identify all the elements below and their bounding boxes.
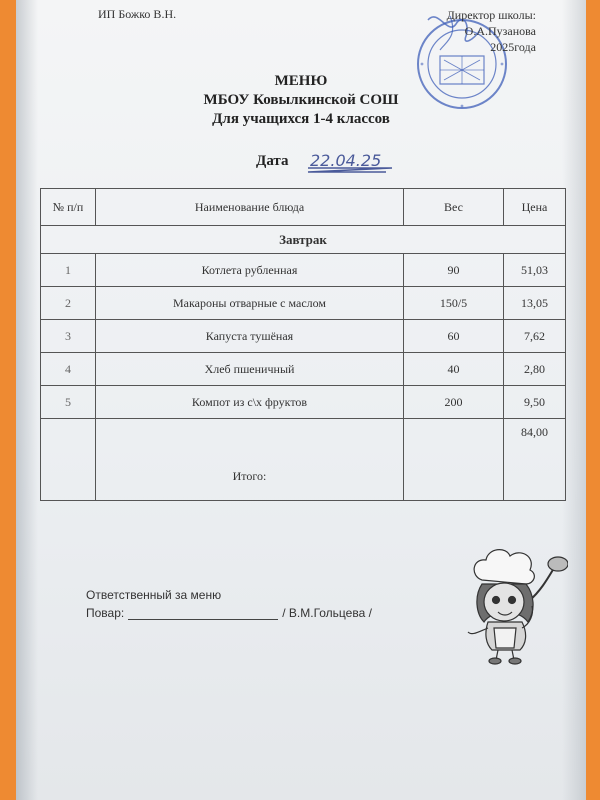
chef-girl-illustration-icon <box>448 540 568 665</box>
menu-table <box>40 188 566 501</box>
row-weight: 200 <box>404 386 504 419</box>
total-value: 84,00 <box>504 419 566 501</box>
row-name: Хлеб пшеничный <box>96 353 404 386</box>
row-price: 2,80 <box>504 353 566 386</box>
total-empty-num <box>41 419 96 501</box>
director-title: Директор школы: <box>446 8 536 22</box>
handwritten-date <box>306 148 396 178</box>
supplier-name: ИП Божко В.Н. <box>98 7 177 21</box>
row-num: 2 <box>41 287 96 320</box>
cook-signature-line <box>86 606 372 620</box>
row-price: 9,50 <box>504 386 566 419</box>
row-weight: 40 <box>404 353 504 386</box>
row-price: 7,62 <box>504 320 566 353</box>
approval-year: 2025года <box>490 40 536 54</box>
date-label: Дата <box>256 153 289 169</box>
header-name: Наименование блюда <box>96 189 404 226</box>
title-line-3: Для учащихся 1-4 классов <box>212 111 390 127</box>
section-breakfast: Завтрак <box>41 226 566 254</box>
table-row <box>41 386 566 419</box>
cook-name: / В.М.Гольцева / <box>282 606 372 620</box>
row-price: 13,05 <box>504 287 566 320</box>
row-num: 3 <box>41 320 96 353</box>
cook-label: Повар: <box>86 606 125 620</box>
section-row <box>41 226 566 254</box>
table-row <box>41 320 566 353</box>
row-num: 4 <box>41 353 96 386</box>
header-num: № п/п <box>41 189 96 226</box>
table-row <box>41 287 566 320</box>
row-name: Макароны отварные с маслом <box>96 287 404 320</box>
table-row <box>41 254 566 287</box>
row-num: 5 <box>41 386 96 419</box>
title-line-2: МБОУ Ковылкинской СОШ <box>203 92 399 108</box>
title-line-1: МЕНЮ <box>274 73 328 89</box>
menu-sheet <box>16 0 586 800</box>
svg-text:22.04.25: 22.04.25 <box>310 151 382 170</box>
header-price: Цена <box>504 189 566 226</box>
row-name: Котлета рубленная <box>96 254 404 287</box>
table-row <box>41 353 566 386</box>
responsible-label: Ответственный за меню <box>86 588 222 602</box>
director-approval <box>447 7 536 55</box>
table-header-row <box>41 189 566 226</box>
row-num: 1 <box>41 254 96 287</box>
row-weight: 60 <box>404 320 504 353</box>
row-weight: 150/5 <box>404 287 504 320</box>
total-label: Итого: <box>96 419 404 501</box>
total-empty-weight <box>404 419 504 501</box>
menu-title <box>16 72 586 129</box>
signature-blank <box>128 607 278 620</box>
row-name: Компот из с\х фруктов <box>96 386 404 419</box>
director-name: О.А.Пузанова <box>464 24 536 38</box>
row-name: Капуста тушёная <box>96 320 404 353</box>
row-weight: 90 <box>404 254 504 287</box>
header-weight: Вес <box>404 189 504 226</box>
total-row <box>41 419 566 501</box>
row-price: 51,03 <box>504 254 566 287</box>
